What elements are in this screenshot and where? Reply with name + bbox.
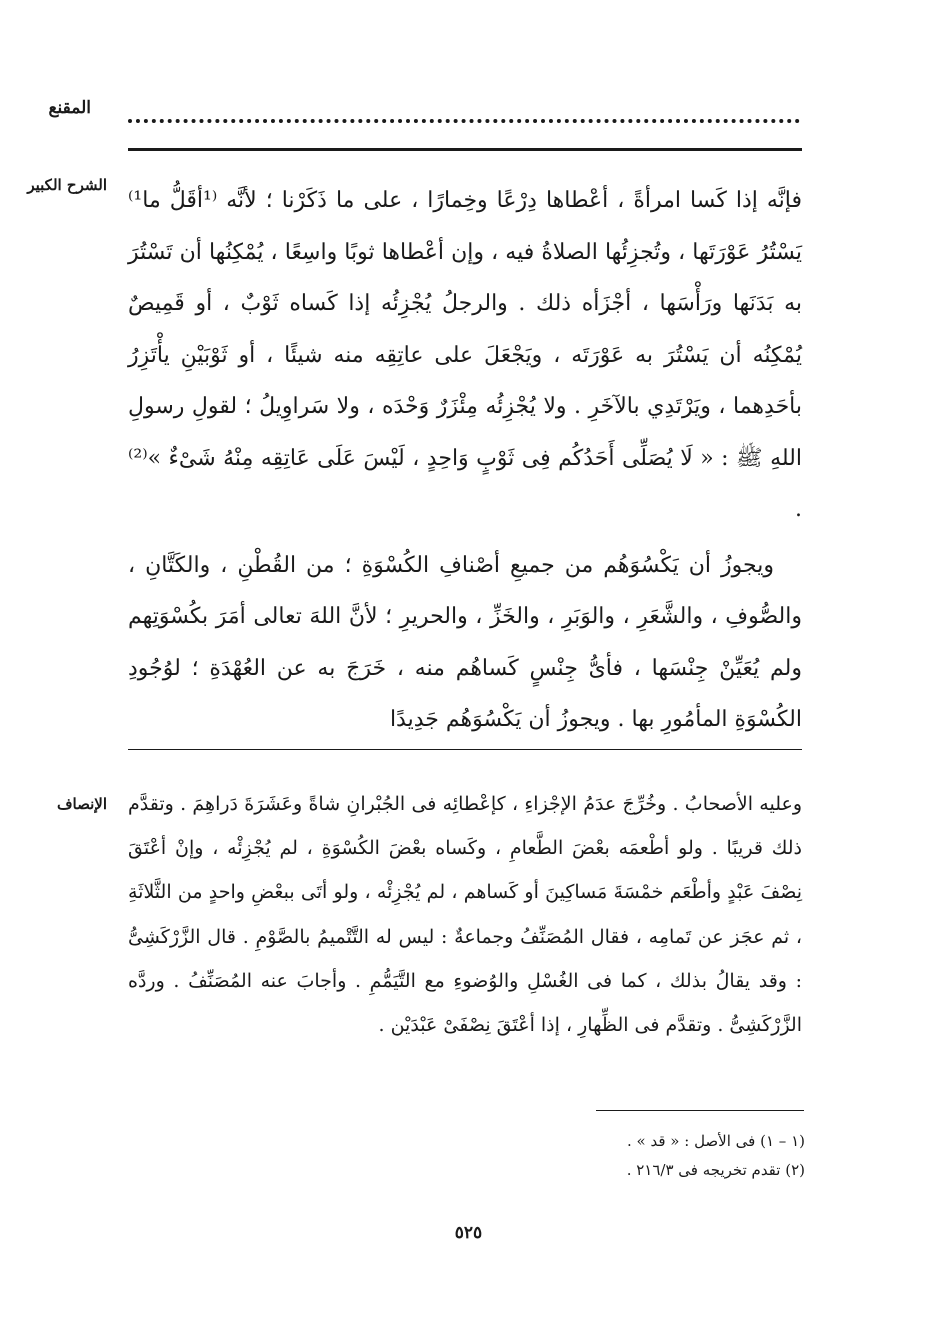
footnote-2: (٢) تقدم تخريجه فى ٢١٦/٣ . — [626, 1161, 805, 1179]
header-rule — [128, 148, 802, 151]
margin-label-insaf: الإنصاف — [56, 795, 107, 813]
running-header-title: المقنع — [48, 98, 91, 118]
page-number: ٥٢٥ — [454, 1223, 483, 1243]
footnote-rule — [596, 1110, 804, 1111]
insaf-text-block — [128, 782, 802, 1047]
header-dotted-leader — [128, 105, 800, 123]
sharh-text-block — [128, 175, 802, 746]
sharh-paragraph-2: ويجوزُ أن يَكْسُوَهُم من جميعِ أصْنافِ الكُسْوَةِ ؛ من القُطْنِ ، والكَتَّانِ ، والصُّوفِ ، والشَّعَرِ ، والوَبَرِ ، والخَزِّ ، والحريرِ ؛ لأنَّ اللهَ تعالى أمَرَ بكُسْوَتِهم ولم يُعَيِّنْ جِنْسَها ، فأىُّ جِنْسٍ كَساهُم منه ، خَرَجَ به عن العُهْدَةِ ؛ لوُجُودِ الكُسْوَةِ المأمُورِ بها . ويجوزُ أن يَكْسُوَهُم جَدِيدًا — [128, 552, 802, 732]
insaf-paragraph: وعليه الأصحابُ . وخُرِّجَ عدَمُ الإجْزاءِ ، كإعْطائِه فى الجُبْرانِ شاةً وعَشَرَةَ دَراهِمَ . وتقدَّم ذلك قريبًا . ولو أطْعمَه بعْضَ الطَّعامِ ، وكَساه بعْضَ الكُسْوَةِ ، لم يُجْزِئْه ، وإنْ أعْتَقَ نِصْفَ عَبْدٍ وأطْعَم خمْسَةَ مَساكِينَ أو كَساهم ، لم يُجْزِئْه ، ولو أتَى ببعْضِ واحدٍ من الثَّلاثَةِ ، ثم عجَز عن تَمامِه ، فقال المُصَنِّفُ وجماعةٌ : ليس له التَّتْميمُ بالصَّوْمِ . قال الزَّرْكَشِىُّ : وقد يقالُ بذلك ، كما فى الغُسْلِ والوُضوءِ مع التَّيَمُّمِ . وأجابَ عنه المُصَنِّفُ . وردَّه الزَّرْكَشِىُّ . وتقدَّم فى الظِّهارِ ، إذا أعْتَقَ نِصْفَىْ عَبْدَيْن . — [128, 793, 802, 1037]
footnote-1: (١ – ١) فى الأصل : « قد » . — [627, 1132, 805, 1150]
sharh-paragraph-1: فإنَّه إذا كَسا امرأةً ، أعْطاها دِرْعًا وخِمارًا ، على ما ذَكَرْنا ؛ لأنَّه ⁽¹أقَلُّ ما¹⁾ يَسْتُرُ عَوْرَتَها ، وتُجزِئُها الصلاةُ فيه ، وإن أعْطاها ثوبًا واسِعًا ، يُمْكِنُها أن تَسْتُرَ به بَدَنَها ورَأْسَها ، أجْزَأه ذلك . والرجلُ يُجْزِئُه إذا كَساه ثَوْبٌ ، أو قَمِيصٌ يُمْكِنُه أن يَسْتُرَ به عَوْرَتَه ، ويَجْعَلَ على عاتِقِه منه شيئًا ، أو ثَوْبَيْنِ يأْتَزِرُ بأحَدِهما ، ويَرْتَدِي بالآخَرِ . ولا يُجْزِئُه مِئْزَرٌ وَحْدَه ، ولا سَراوِيلُ ؛ لقولِ رسولِ اللهِ ﷺ : « لَا يُصَلِّى أَحَدُكُم فِى ثَوْبٍ وَاحِدٍ ، لَيْسَ عَلَى عَاتِقِه مِنْهُ شَىْءٌ »⁽²⁾ . — [128, 188, 802, 522]
section-divider — [128, 749, 802, 750]
footnotes — [627, 1127, 805, 1185]
margin-label-sharh: الشرح الكبير — [27, 176, 107, 194]
